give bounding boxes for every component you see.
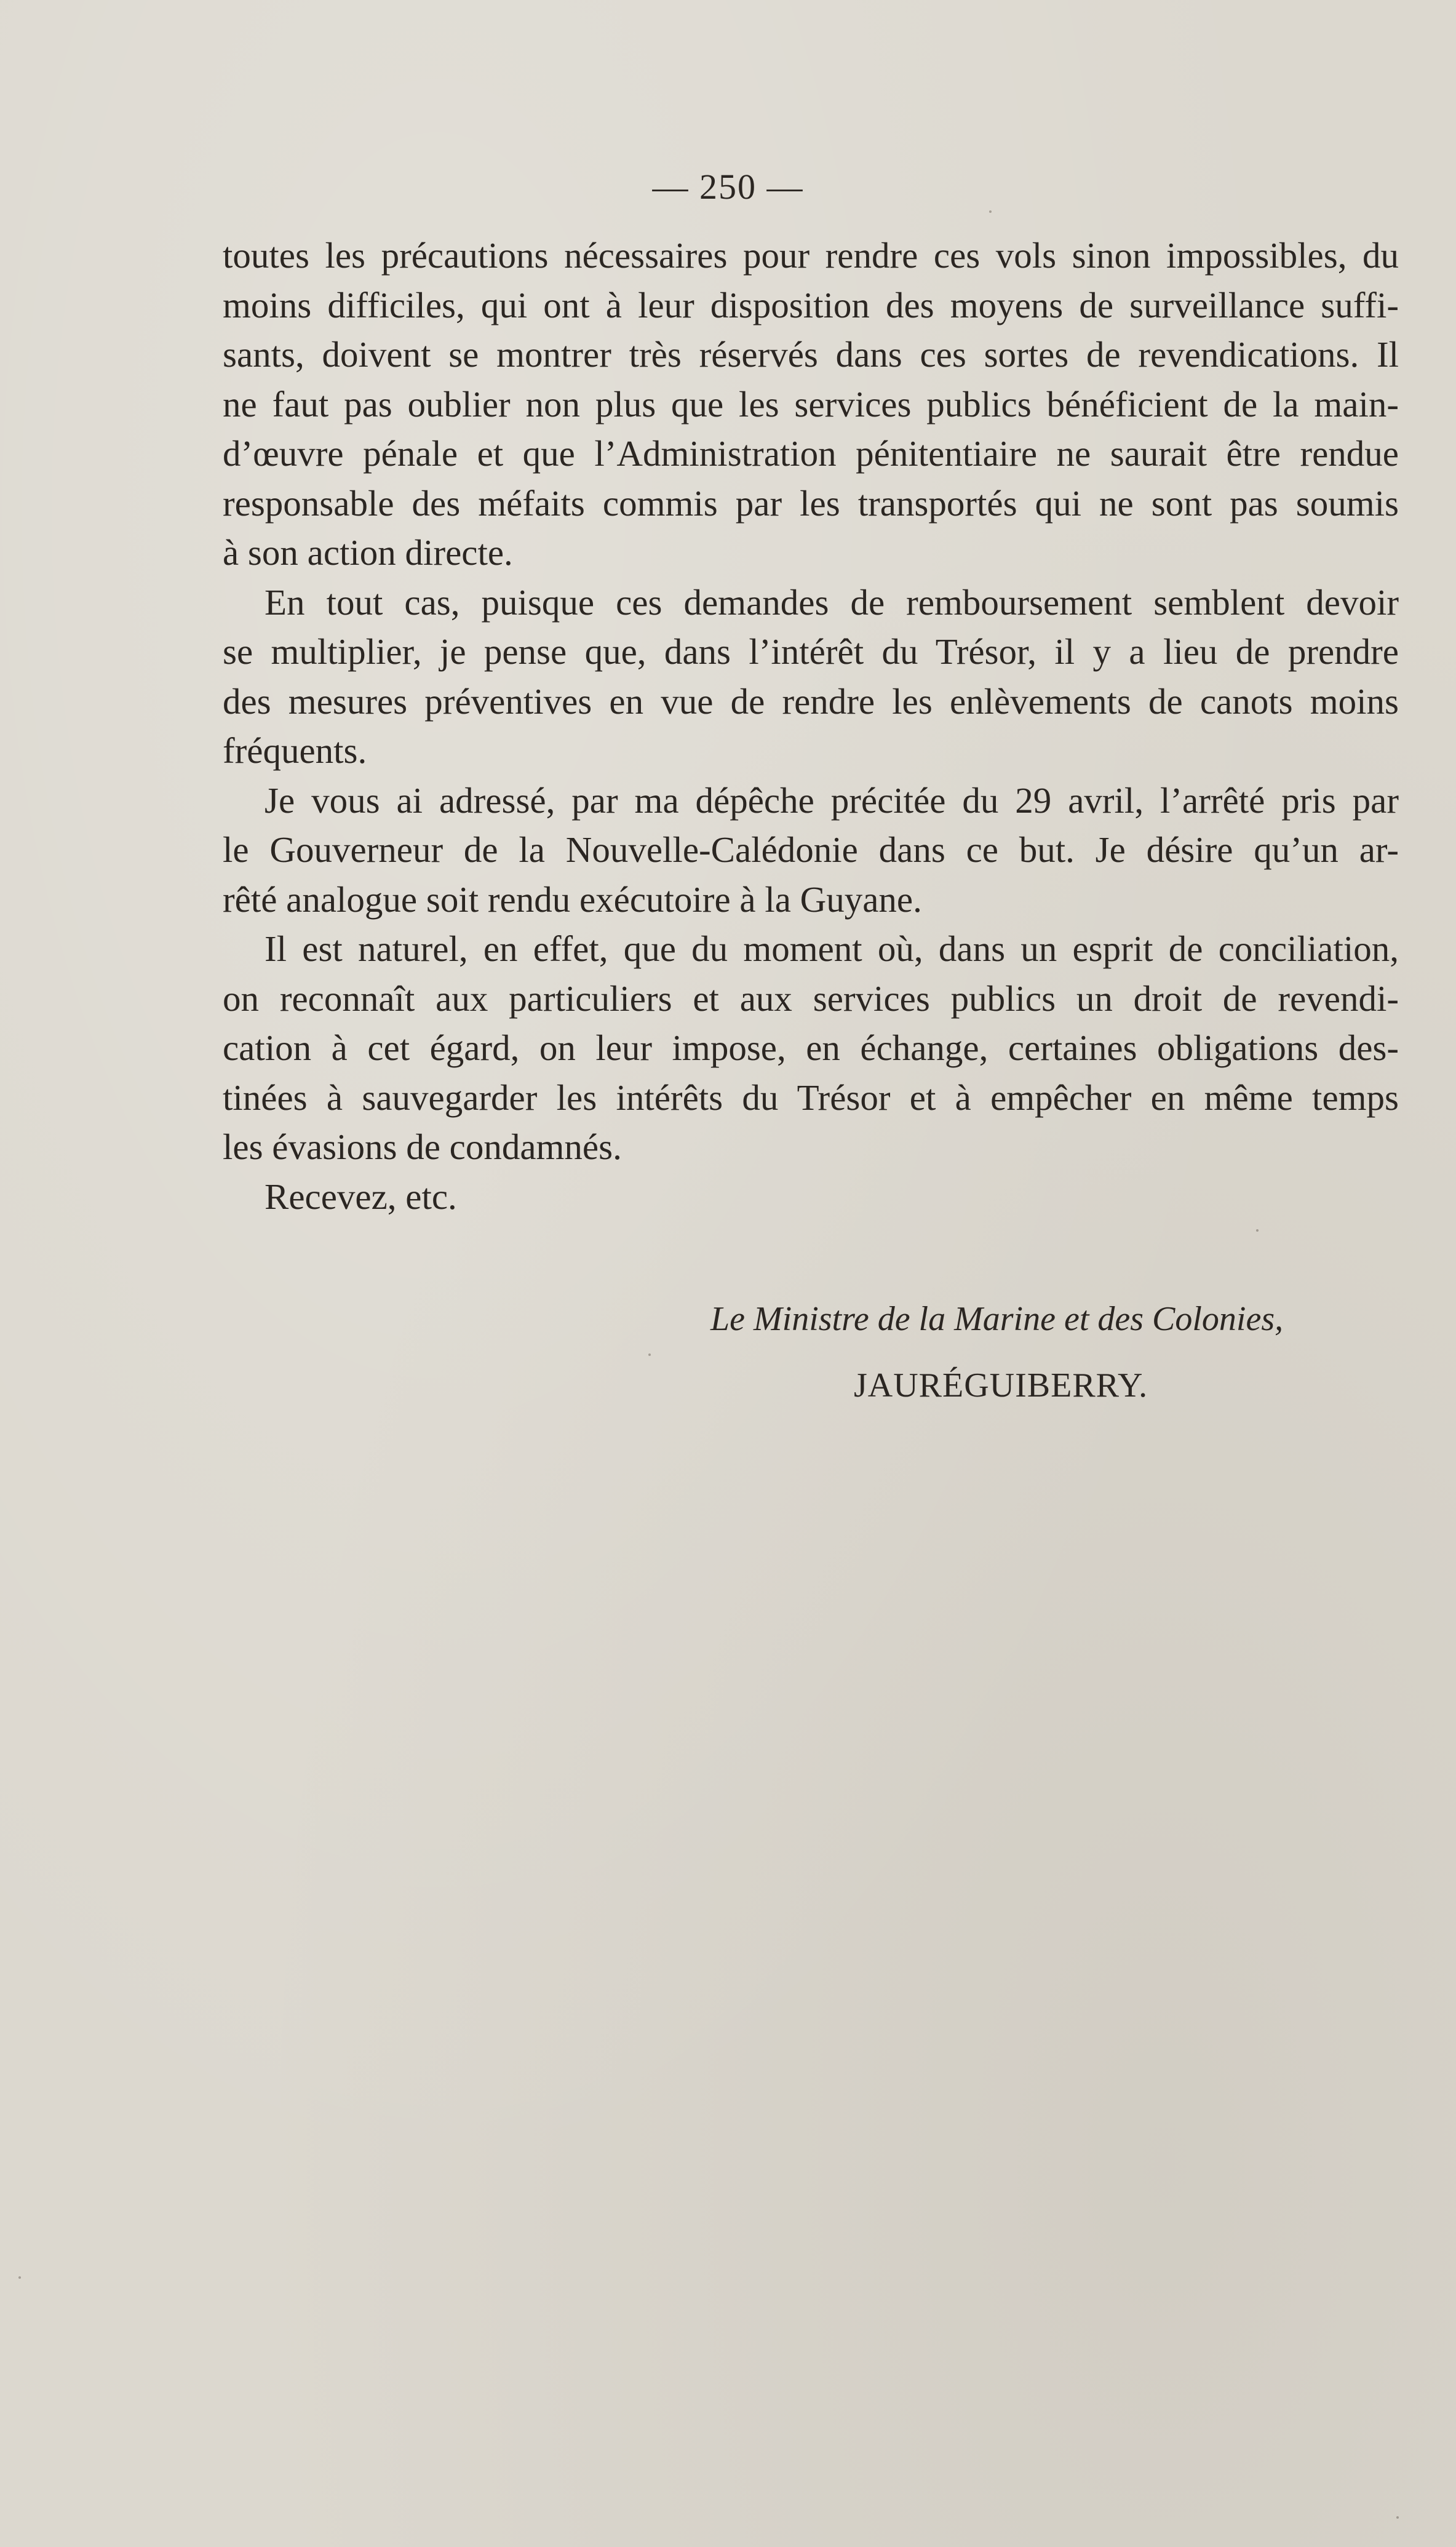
text-line: moins difficiles, qui ont à leur disposition des moyens de surveillance suffi-: [223, 284, 1399, 325]
paper-speck: [1256, 1229, 1259, 1232]
text-line: tinées à sauvegarder les intérêts du Trésor et à empêcher en même temps: [223, 1077, 1399, 1118]
text-line: on reconnaît aux particuliers et aux services publics un droit de revendi-: [223, 978, 1399, 1019]
text-line: Je vous ai adressé, par ma dépêche précitée du 29 avril, l’arrêté pris par: [265, 779, 1399, 821]
signature-name: JAURÉGUIBERRY.: [854, 1366, 1148, 1405]
body-text: [223, 231, 1399, 1221]
paragraph: [223, 231, 1399, 578]
paper-speck: [648, 1353, 651, 1356]
text-line: En tout cas, puisque ces demandes de remboursement semblent devoir: [265, 581, 1399, 623]
text-line: fréquents.: [223, 730, 367, 771]
paragraph: [223, 1172, 1399, 1222]
text-line: des mesures préventives en vue de rendre les enlèvements de canots moins: [223, 680, 1399, 722]
paper-speck: [989, 210, 992, 213]
text-line: les évasions de condamnés.: [223, 1126, 622, 1167]
text-line: Il est naturel, en effet, que du moment où, dans un esprit de conciliation,: [265, 928, 1399, 969]
paper-speck: [1396, 2516, 1399, 2519]
text-line: responsable des méfaits commis par les transportés qui ne sont pas soumis: [223, 482, 1399, 524]
text-line: Recevez, etc.: [265, 1176, 457, 1217]
paragraph: [223, 776, 1399, 925]
text-line: cation à cet égard, on leur impose, en échange, certaines obligations des-: [223, 1027, 1399, 1068]
text-line: rêté analogue soit rendu exécutoire à la Guyane.: [223, 879, 922, 920]
text-line: se multiplier, je pense que, dans l’intérêt du Trésor, il y a lieu de prendre: [223, 631, 1399, 672]
paragraph: [223, 924, 1399, 1172]
paper-speck: [18, 2276, 21, 2279]
signature-title: Le Ministre de la Marine et des Colonies,: [710, 1300, 1284, 1338]
text-line: d’œuvre pénale et que l’Administration pénitentiaire ne saurait être rendue: [223, 433, 1399, 474]
text-line: toutes les précautions nécessaires pour rendre ces vols sinon impossibles, du: [223, 235, 1399, 276]
text-line: ne faut pas oublier non plus que les services publics bénéficient de la main-: [223, 383, 1399, 424]
text-line: à son action directe.: [223, 532, 513, 573]
page-number: — 250 —: [652, 167, 804, 207]
text-line: sants, doivent se montrer très réservés dans ces sortes de revendications. Il: [223, 334, 1399, 375]
text-line: le Gouverneur de la Nouvelle-Calédonie dans ce but. Je désire qu’un ar-: [223, 829, 1399, 870]
paragraph: [223, 578, 1399, 776]
